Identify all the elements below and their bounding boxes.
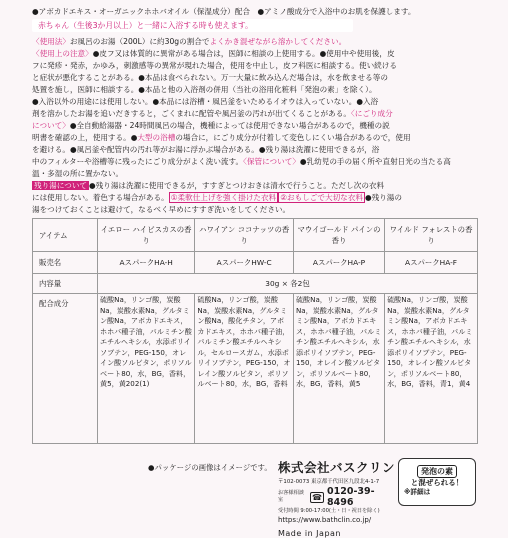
content-value: 30g × 各2包 bbox=[98, 274, 478, 294]
cloudy-label-end: について〉 bbox=[32, 121, 70, 130]
caution-line-6 bbox=[32, 108, 478, 119]
caution-text-7: ●全自動給湯器・24時間風呂の場合，機種によっては使用できない場合があるので，機種の説 bbox=[69, 121, 390, 130]
product-table bbox=[32, 218, 478, 444]
caution-text-6: 剤を溶かしたお湯を追いだきすると，ごくまれに配管や風呂釜の汚れが出てくることがある。 bbox=[32, 109, 351, 118]
ingredients-cell: 硫酸Na，リンゴ酸，炭酸Na，炭酸水素Na，グルタミン酸Na，アボカドエキス，ホホバ種子油，パルミチン酸エチルヘキシル，水添ポリイソブテン，PEG-150，オレイン酸ソルビタン，ポリソルベート80，水，BG，香料，青1，黄4 bbox=[385, 294, 478, 444]
baby-banner bbox=[32, 19, 353, 32]
leftover-text-1: ●残り湯は洗濯に使用できるが，すすぎとつけおきは清水で行うこと。ただし次の衣料 bbox=[89, 181, 385, 190]
scent-row bbox=[33, 219, 478, 252]
caution-line-2: フに発疹・発赤，かゆみ，刺激感等の異常が現れた場合，使用を中止し，皮フ科医に相談する。使い続ける bbox=[32, 61, 397, 70]
made-in-label: Made in Japan bbox=[278, 529, 341, 538]
product-name-cell: AスパークHW-C bbox=[195, 252, 294, 274]
leftover-text-2: には使用しない。着色する場合がある。 bbox=[32, 193, 169, 202]
caution-label: 〈使用上の注意〉 bbox=[32, 49, 93, 58]
caution-line-5: ●入浴以外の用途には使用しない。●本品には浴槽・風呂釜をいためるイオウは入っていない。●入浴 bbox=[32, 97, 379, 106]
scent-cell: ワイルド フォレストの香り bbox=[385, 219, 478, 252]
leftover-badge: 残り湯について bbox=[34, 181, 88, 190]
delicate-note: ②おもしごで大切な衣料 bbox=[280, 193, 363, 202]
promo-title: 発泡の素 bbox=[417, 465, 457, 478]
leftover-line-3: 湯をつけておくことは避けて，なるべく早めにすすぎ洗いをしてください。 bbox=[32, 205, 291, 214]
scent-cell: マウイゴールド パインの香り bbox=[293, 219, 384, 252]
caution-text-1: ●皮フ又は体質的に異常がある場合は，医師に相談の上使用する。●使用中や使用後，皮 bbox=[92, 49, 395, 58]
storage-label: 〈保管について〉 bbox=[243, 157, 300, 166]
contact-label: お客様相談室 bbox=[278, 490, 304, 503]
leftover-line-2 bbox=[32, 192, 478, 203]
caution-line-1 bbox=[32, 48, 478, 59]
promo-line-2: ※詳細は bbox=[404, 488, 431, 496]
product-name-cell: AスパークHA-P bbox=[293, 252, 384, 274]
product-name-cell: AスパークHA-H bbox=[98, 252, 195, 274]
usage-label: 〈使用法〉 bbox=[32, 37, 70, 46]
caution-text-8c: の場合に，にごり成分が付着して変色しにくい場合があるので，使用 bbox=[175, 133, 411, 142]
caution-line-9: を避ける。●風呂釜や配管内の汚れ等がお湯に浮かぶ場合がある。●残り湯は洗濯に使用できるが，浴 bbox=[32, 145, 380, 154]
ingredients-header: 配合成分 bbox=[33, 294, 98, 444]
scent-cell: イエロー ハイビスカスの香り bbox=[98, 219, 195, 252]
product-header: 販売名 bbox=[33, 252, 98, 274]
usage-text: お風呂のお湯（200L）に約30gの割合で bbox=[69, 37, 210, 46]
caution-text-10a: 中のフィルターや浴槽等に残ったにごり成分がよく洗い流す。 bbox=[32, 157, 244, 166]
company-block bbox=[278, 458, 396, 538]
leftover-text-2d: ●残り湯の bbox=[364, 193, 402, 202]
baby-banner-text: 赤ちゃん（生後3か月以上）と一緒に入浴する時も使えます。 bbox=[38, 21, 253, 30]
product-name-cell: AスパークHA-F bbox=[385, 252, 478, 274]
ingredients-cell: 硫酸Na，リンゴ酸，炭酸Na，炭酸水素Na，グルタミン酸Na，アボカドエキス，ホホバ種子油，パルミチン酸エチルヘキシル，水添ポリイソブテン，PEG-150，オレイン酸ソルビタン，ポリソルベート80，水，BG，香料，黄5，黄202(1) bbox=[98, 294, 195, 444]
ingredients-row bbox=[33, 294, 478, 444]
scent-cell: ハワイアン ココナッツの香り bbox=[195, 219, 294, 252]
content-header: 内容量 bbox=[33, 274, 98, 294]
caution-line-11: 温・多湿の所に置かない。 bbox=[32, 169, 124, 178]
package-image-note: ●パッケージの画像はイメージです。 bbox=[148, 463, 272, 472]
promo-box bbox=[398, 458, 476, 506]
contact-hours: 受付時間 9:00-17:00(土・日・祝日を除く) bbox=[278, 508, 380, 514]
leftover-line-1 bbox=[32, 180, 478, 191]
phone-number[interactable]: 0120-39-8496 bbox=[327, 486, 375, 508]
ingredients-cell: 硫酸Na，リンゴ酸，炭酸Na，炭酸水素Na，グルタミン酸Na，アボカドエキス，ホホバ種子油，パルミチン酸エチルヘキシル，水添ポリイソブテン，PEG-150，オレイン酸ソルビタン，ポリソルベート80，水，BG，香料，黄5 bbox=[293, 294, 384, 444]
caution-line-4: 処置を施し，医師に相談する。●本品と他の入浴剤の併用（当社の浴用化粧料「発泡の素」を除く）。 bbox=[32, 85, 377, 94]
company-name: 株式会社バスクリン bbox=[278, 460, 396, 475]
storage-text: ●乳幼児の手の届く所や直射日光の当たる高 bbox=[299, 157, 451, 166]
large-tub-highlight: 大型の浴槽 bbox=[137, 133, 176, 142]
ingredients-cell: 硫酸Na，リンゴ酸，炭酸Na，炭酸水素Na，グルタミン酸Na，酸化チタン，アボカドエキス，ホホバ種子油，パルミチン酸エチルヘキシル，セルロースガム，水添ポリイソブテン，PEG-150，オレイン酸ソルビタン，ポリソルベート80，水，BG，香料 bbox=[195, 294, 294, 444]
product-name-row bbox=[33, 252, 478, 274]
cloudy-label: 〈にごり成分 bbox=[350, 109, 393, 118]
usage-line bbox=[32, 36, 478, 47]
softener-note: ①柔軟仕上げを強く掛けた衣料 bbox=[170, 193, 277, 202]
caution-line-8 bbox=[32, 132, 478, 143]
feature-line: ●アボカドエキス・オーガニックホホバオイル（保湿成分）配合 ●アミノ酸成分で入浴中のお肌を保護します。 bbox=[32, 7, 416, 16]
phone-row bbox=[278, 486, 396, 508]
caution-line-7 bbox=[32, 120, 478, 131]
usage-highlight: よくかき混ぜながら溶かしてください。 bbox=[209, 37, 347, 46]
item-header: アイテム bbox=[33, 219, 98, 252]
caution-line-3: と症状が悪化することがある。●本品は食べられない。万一大量に飲み込んだ場合は，水を飲ませる等の bbox=[32, 73, 388, 82]
caution-line-10 bbox=[32, 156, 478, 167]
content-row bbox=[33, 274, 478, 294]
caution-text-8a: 明書を確認の上，使用する。● bbox=[32, 133, 138, 142]
company-address: 〒102-0073 東京都千代田区九段北4-1-7 bbox=[278, 479, 380, 485]
phone-icon: ☎ bbox=[312, 492, 322, 502]
website-link[interactable]: https://www.bathclin.co.jp/ bbox=[278, 516, 372, 524]
promo-line-1: と混ぜられる！ bbox=[410, 478, 464, 487]
